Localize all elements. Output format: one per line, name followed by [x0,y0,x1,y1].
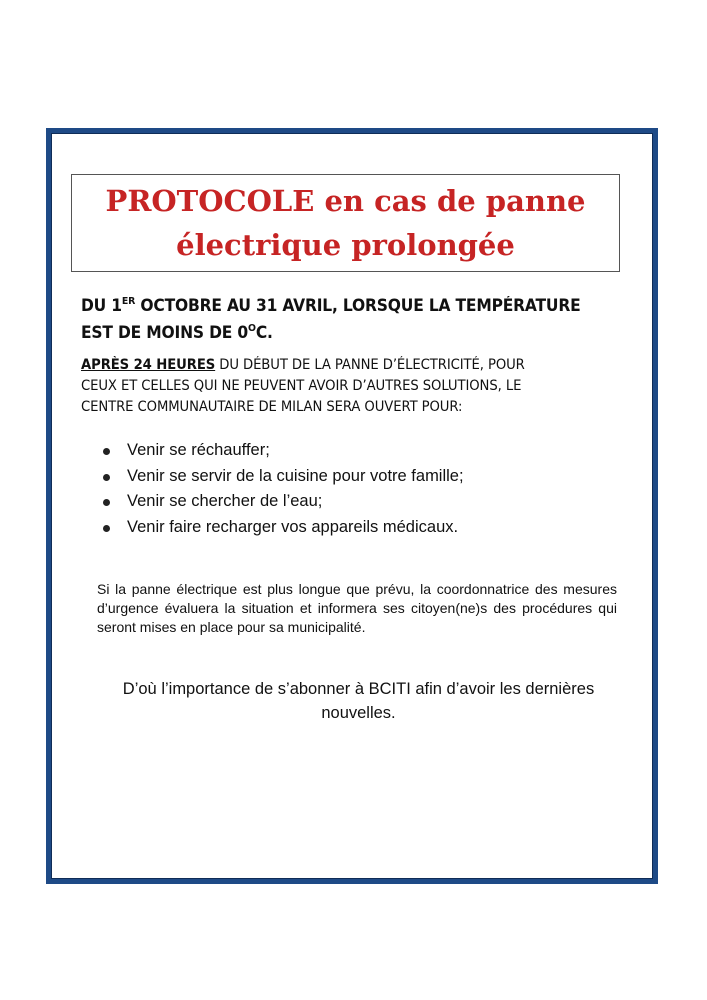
page-frame [46,128,658,884]
paragraph-lead: APRÈS 24 HEURES [81,357,216,373]
heading-line-2 [81,317,607,344]
heading-text-2: OCTOBRE AU 31 AVRIL, LORSQUE LA TEMPÉRATURE [135,296,581,315]
title-line-2: électrique prolongée [176,228,515,262]
closing-statement: D’où l’importance de s’abonner à BCITI afin d’avoir les dernières nouvelles. [122,680,595,722]
paragraph-line-1 [81,355,620,376]
heading-text-4: C. [255,323,273,342]
date-temperature-heading [81,290,607,344]
opening-paragraph [81,355,620,418]
paragraph-line-2: CEUX ET CELLES QUI NE PEUVENT AVOIR D’AUTRES SOLUTIONS, LE [81,378,522,394]
paragraph-line-3: CENTRE COMMUNAUTAIRE DE MILAN SERA OUVERT POUR: [81,399,463,415]
list-item: Venir se réchauffer; [103,438,464,464]
heading-text-1: DU 1 [81,296,122,315]
list-item: Venir faire recharger vos appareils médicaux. [103,515,464,541]
title-line-1: PROTOCOLE en cas de panne [105,184,586,218]
heading-superscript-er: ER [121,296,136,307]
title-box [71,174,620,272]
services-list [103,438,464,540]
heading-line-1 [81,290,607,317]
heading-superscript-degree: O [248,323,256,334]
info-paragraph: Si la panne électrique est plus longue que prévu, la coordonnatrice des mesures d’urgence évaluera la situation et informera ses citoyen(ne)s des procédures qui seront mises en place pour sa municipalité. [97,581,617,635]
list-item: Venir se chercher de l’eau; [103,489,464,515]
paragraph-line-1-rest: DU DÉBUT DE LA PANNE D’ÉLECTRICITÉ, POUR [215,357,525,373]
heading-text-3: EST DE MOINS DE 0 [81,323,249,342]
list-item: Venir se servir de la cuisine pour votre famille; [103,464,464,490]
